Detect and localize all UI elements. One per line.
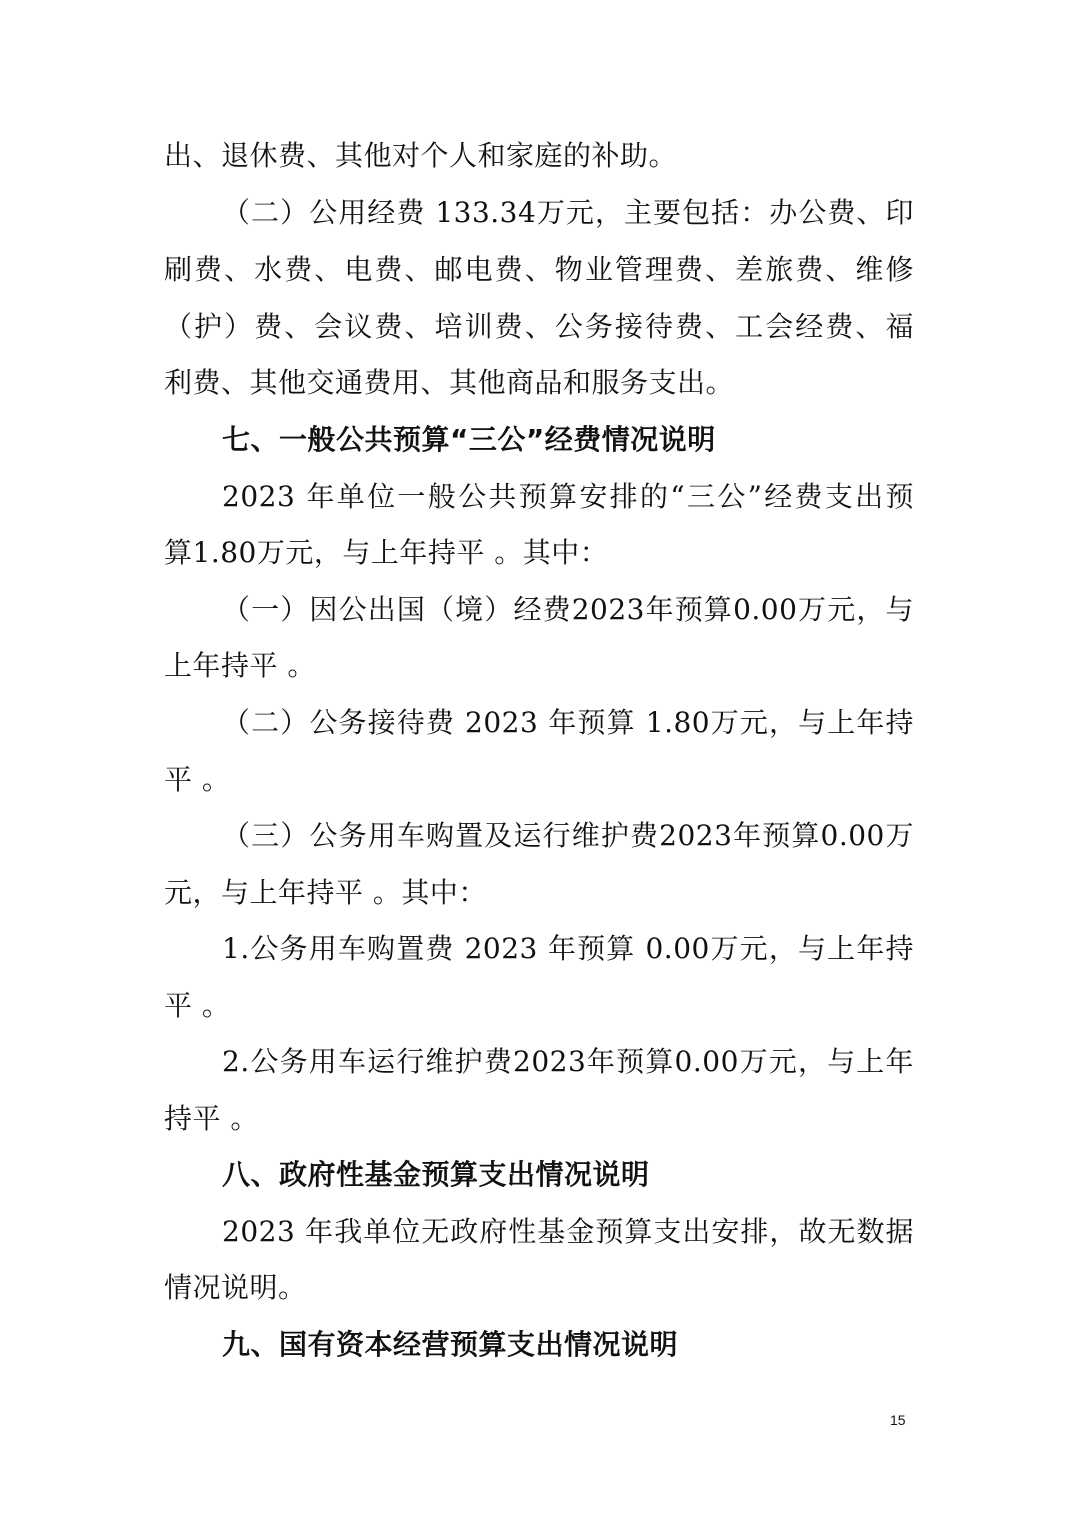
text-line: 元，与上年持平 。其中： [164, 876, 487, 909]
text-line: 算1.80万元，与上年持平 。其中： [164, 536, 609, 569]
text-line: 平 。 [164, 989, 231, 1022]
text-line: 1.公务用车购置费 2023 年预算 0.00万元，与上年持 [222, 932, 914, 965]
section-heading: 八、政府性基金预算支出情况说明 [222, 1158, 650, 1191]
section-heading: 七、一般公共预算“三公”经费情况说明 [222, 423, 716, 456]
text-line: 情况说明。 [164, 1271, 307, 1304]
text-line: 上年持平 。 [164, 649, 316, 682]
text-line: 2.公务用车运行维护费2023年预算0.00万元，与上年 [222, 1045, 914, 1078]
text-line: 刷费、水费、电费、邮电费、物业管理费、差旅费、维修 [164, 253, 914, 286]
text-line: 2023 年单位一般公共预算安排的“三公”经费支出预 [222, 480, 914, 513]
section-heading: 九、国有资本经营预算支出情况说明 [222, 1328, 679, 1361]
text-line: 持平 。 [164, 1102, 259, 1135]
text-line: 利费、其他交通费用、其他商品和服务支出。 [164, 366, 735, 399]
text-line: （一）因公出国（境）经费2023年预算0.00万元，与 [222, 593, 914, 626]
text-line: （三）公务用车购置及运行维护费2023年预算0.00万 [222, 819, 914, 852]
text-line: 出、退休费、其他对个人和家庭的补助。 [164, 139, 678, 172]
text-line: （二）公务接待费 2023 年预算 1.80万元，与上年持 [222, 706, 914, 739]
page-number: 15 [890, 1412, 906, 1428]
text-line: 平 。 [164, 763, 231, 796]
text-line: （护）费、会议费、培训费、公务接待费、工会经费、福 [164, 310, 914, 343]
text-line: （二）公用经费 133.34万元，主要包括：办公费、印 [222, 196, 914, 229]
text-line: 2023 年我单位无政府性基金预算支出安排，故无数据 [222, 1215, 914, 1248]
